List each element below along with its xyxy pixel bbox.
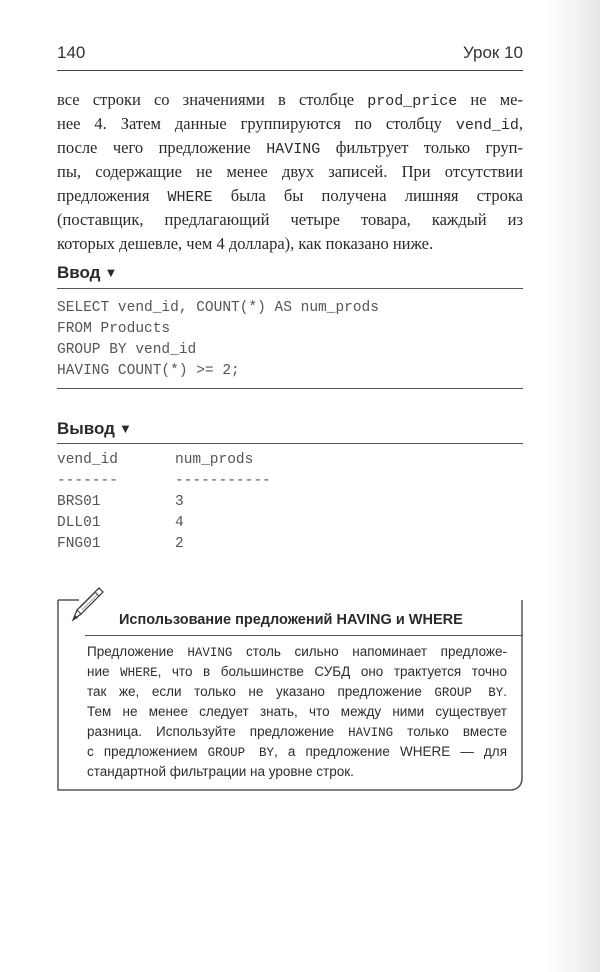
- output-header-row: [57, 452, 357, 473]
- input-section-rule: [57, 288, 523, 289]
- output-section-rule: [57, 443, 523, 444]
- column-separator: -----------: [175, 473, 271, 489]
- table-row: [57, 536, 357, 557]
- header-rule: [57, 70, 523, 71]
- note-title-rule: [85, 635, 523, 636]
- output-separator-row: [57, 473, 357, 494]
- code-line: GROUP BY vend_id: [57, 342, 197, 358]
- note-line: Предложение HAVING столь сильно напоминает предложе-: [87, 644, 507, 660]
- note-line: Тем не менее следует знать, что между ними существует: [87, 704, 507, 719]
- table-row: [57, 515, 357, 536]
- table-row: [57, 494, 357, 515]
- page-edge-shadow: [542, 0, 600, 972]
- table-cell: 2: [175, 536, 184, 552]
- note-title: Использование предложений HAVING и WHERE: [119, 612, 463, 628]
- input-section-bottom-rule: [57, 388, 523, 389]
- output-table: [57, 452, 357, 557]
- body-line: пы, содержащие не менее двух записей. При отсутствии: [57, 162, 523, 181]
- body-line: которых дешевле, чем 4 доллара), как показано ниже.: [57, 234, 434, 253]
- code-line: HAVING COUNT(*) >= 2;: [57, 363, 240, 379]
- down-triangle-icon: ▼: [104, 265, 118, 280]
- table-cell: 3: [175, 494, 184, 510]
- column-separator: -------: [57, 473, 118, 489]
- column-header: num_prods: [175, 452, 254, 468]
- output-section-heading: [57, 419, 523, 441]
- body-line: после чего предложение HAVING фильтрует только груп-: [57, 138, 523, 158]
- note-body: [87, 642, 507, 782]
- page-number: 140: [57, 43, 86, 62]
- down-triangle-icon: ▼: [118, 421, 132, 436]
- body-paragraph: [57, 88, 523, 256]
- input-section-title: Ввод: [57, 263, 101, 282]
- table-cell: DLL01: [57, 515, 101, 531]
- note-line: ние WHERE, что в большинстве СУБД оно трактуется точно: [87, 664, 507, 680]
- output-section-title: Вывод: [57, 419, 115, 438]
- pencil-icon: [65, 584, 105, 626]
- body-line: все строки со значениями в столбце prod_price не ме-: [57, 90, 523, 110]
- note-line: стандартной фильтрации на уровне строк.: [87, 764, 354, 779]
- column-header: vend_id: [57, 452, 118, 468]
- code-line: SELECT vend_id, COUNT(*) AS num_prods: [57, 300, 379, 316]
- body-line: нее 4. Затем данные группируются по столбцу vend_id,: [57, 114, 523, 134]
- input-code-block: [57, 298, 523, 382]
- body-line: предложения WHERE была бы получена лишняя строка: [57, 186, 523, 206]
- table-cell: 4: [175, 515, 184, 531]
- note-box: [57, 590, 523, 792]
- table-cell: BRS01: [57, 494, 101, 510]
- input-section-heading: [57, 263, 523, 285]
- body-line: (поставщик, предлагающий четыре товара, каждый из: [57, 210, 523, 229]
- note-line: разница. Используйте предложение HAVING только вместе: [87, 724, 507, 740]
- table-cell: FNG01: [57, 536, 101, 552]
- code-line: FROM Products: [57, 321, 171, 337]
- note-line: так же, если только не указано предложение GROUP BY.: [87, 684, 508, 700]
- note-line: с предложением GROUP BY, а предложение WHERE — для: [87, 744, 507, 760]
- page-header: [57, 40, 523, 70]
- chapter-title: Урок 10: [462, 43, 523, 62]
